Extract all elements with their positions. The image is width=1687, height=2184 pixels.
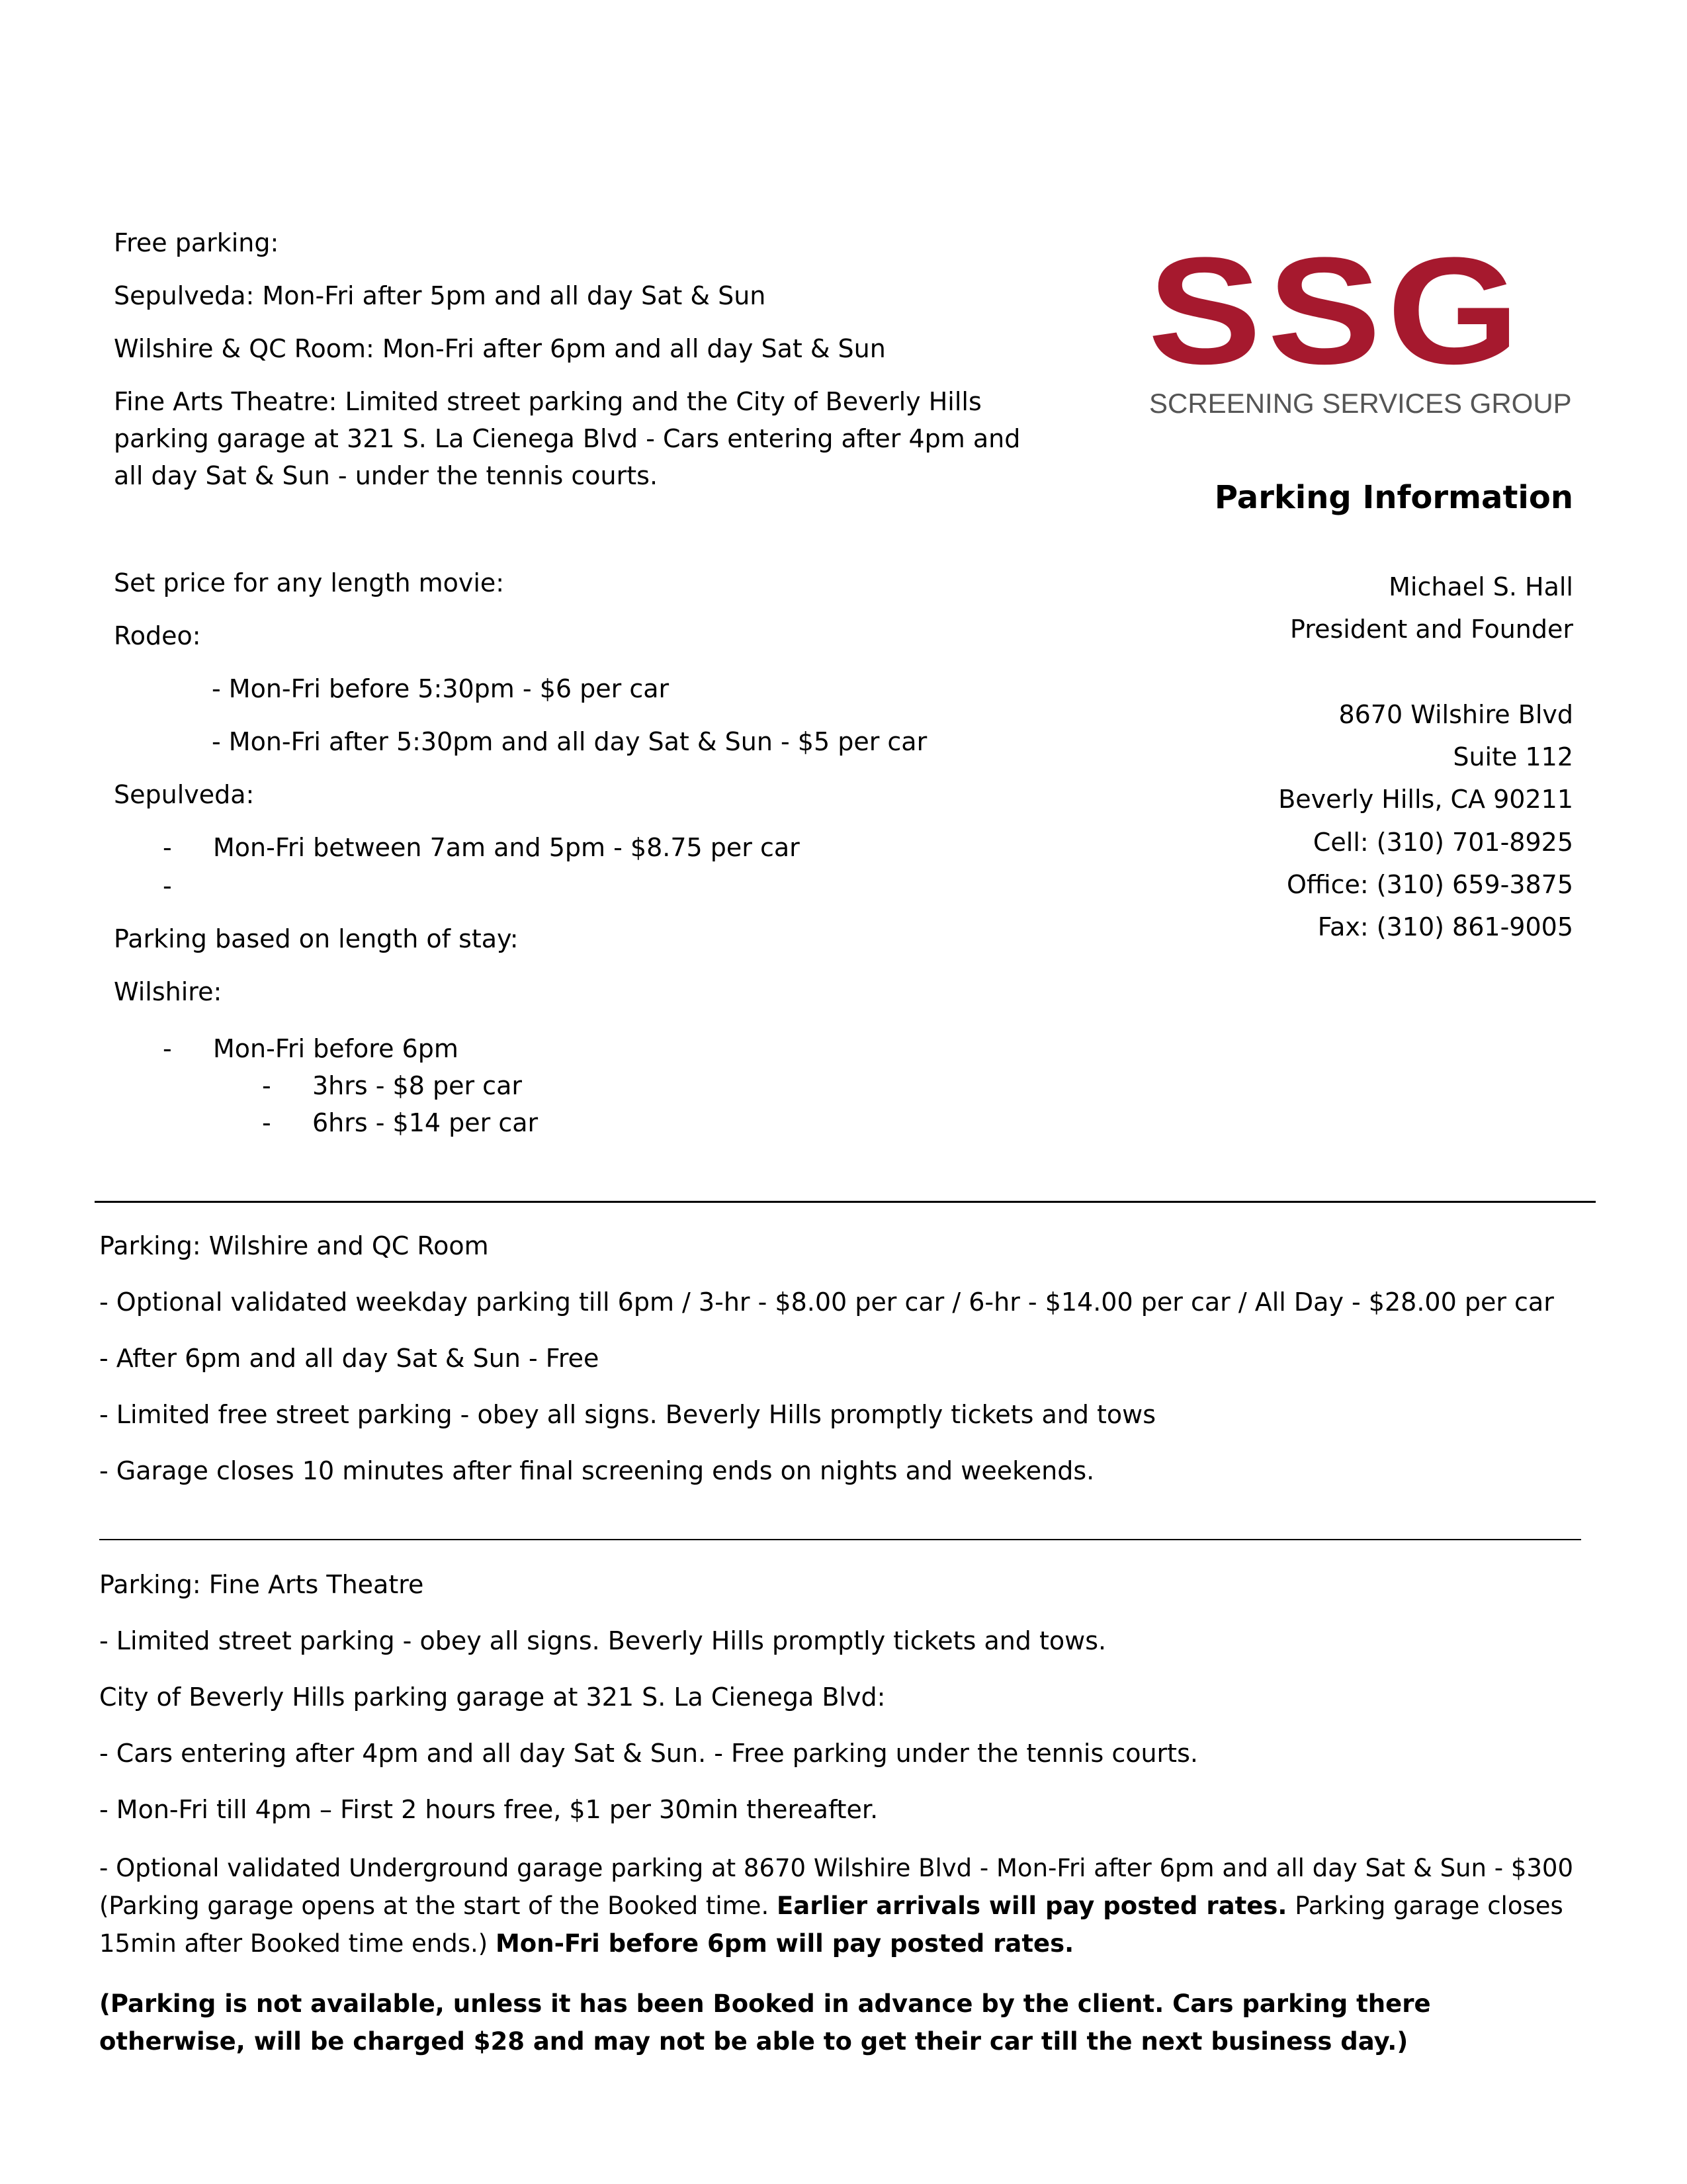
fine-arts-line4: - Mon-Fri till 4pm – First 2 hours free, $1 per 30min thereafter. bbox=[99, 1795, 879, 1824]
contact-name: Michael S. Hall bbox=[1389, 572, 1573, 601]
section-divider bbox=[99, 1539, 1581, 1540]
section-divider bbox=[95, 1201, 1596, 1203]
sepulveda-label: Sepulveda: bbox=[114, 780, 255, 809]
fine-arts-line2: City of Beverly Hills parking garage at 321 S. La Cienega Blvd: bbox=[99, 1682, 886, 1712]
set-price-heading: Set price for any length movie: bbox=[114, 568, 505, 597]
wilshire-section-line4: - Garage closes 10 minutes after final screening ends on nights and weekends. bbox=[99, 1456, 1095, 1485]
rodeo-item-2: - Mon-Fri after 5:30pm and all day Sat & Sun - $5 per car bbox=[212, 727, 928, 756]
contact-address1: 8670 Wilshire Blvd bbox=[1338, 700, 1573, 729]
bullet-dash: - bbox=[262, 1108, 271, 1137]
free-fine-arts-line1: Fine Arts Theatre: Limited street parking and the City of Beverly Hills bbox=[114, 387, 982, 416]
free-wilshire: Wilshire & QC Room: Mon-Fri after 6pm and all day Sat & Sun bbox=[114, 334, 886, 363]
contact-fax: Fax: (310) 861-9005 bbox=[1317, 912, 1573, 941]
page-title: Parking Information bbox=[1214, 479, 1573, 516]
wilshire-section-line3: - Limited free street parking - obey all signs. Beverly Hills promptly tickets and tows bbox=[99, 1400, 1156, 1429]
contact-address2: Suite 112 bbox=[1453, 742, 1573, 771]
garage-text-d: Mon-Fri before 6pm will pay posted rates. bbox=[495, 1929, 1074, 1958]
wilshire-section-heading: Parking: Wilshire and QC Room bbox=[99, 1231, 489, 1260]
bullet-dash: - bbox=[262, 1071, 271, 1100]
sepulveda-item-1: Mon-Fri between 7am and 5pm - $8.75 per car bbox=[213, 833, 800, 862]
garage-text-a: - Optional validated Underground garage parking at 8670 Wilshire Blvd - Mon-Fri after 6pm and all day Sat & Sun - $300 (Parking garage opens at the start of the Booked time. bbox=[99, 1854, 1573, 1920]
free-parking-heading: Free parking: bbox=[114, 228, 279, 257]
logo-mark: SSG bbox=[1148, 226, 1526, 396]
contact-cell: Cell: (310) 701-8925 bbox=[1313, 828, 1573, 857]
wilshire-section-line1: - Optional validated weekday parking till 6pm / 3-hr - $8.00 per car / 6-hr - $14.00 per car / All Day - $28.00 per car bbox=[99, 1288, 1554, 1317]
fine-arts-line3: - Cars entering after 4pm and all day Sat & Sun. - Free parking under the tennis courts. bbox=[99, 1739, 1198, 1768]
contact-role: President and Founder bbox=[1290, 615, 1573, 644]
contact-city: Beverly Hills, CA 90211 bbox=[1278, 785, 1573, 814]
ssg-logo bbox=[1148, 226, 1578, 423]
rodeo-label: Rodeo: bbox=[114, 621, 201, 650]
free-sepulveda: Sepulveda: Mon-Fri after 5pm and all day Sat & Sun bbox=[114, 281, 766, 310]
rodeo-item-1: - Mon-Fri before 5:30pm - $6 per car bbox=[212, 674, 670, 703]
bullet-dash: - bbox=[163, 1034, 172, 1063]
garage-text-c: Parking garage closes 15min after Booked time ends.) bbox=[99, 1892, 1563, 1958]
contact-office: Office: (310) 659-3875 bbox=[1286, 870, 1573, 899]
wilshire-item-1b: 6hrs - $14 per car bbox=[312, 1108, 539, 1137]
bullet-dash: - bbox=[163, 833, 172, 862]
booking-notice: (Parking is not available, unless it has been Booked in advance by the client. Cars parking there otherwise, will be charged $28 and may not be able to get their car till the next business day.) bbox=[99, 1989, 1431, 2056]
wilshire-item-1: Mon-Fri before 6pm bbox=[213, 1034, 458, 1063]
logo-subtitle: SCREENING SERVICES GROUP bbox=[1149, 388, 1572, 419]
underground-garage-paragraph bbox=[99, 1849, 1594, 1962]
fine-arts-line1: - Limited street parking - obey all signs. Beverly Hills promptly tickets and tows. bbox=[99, 1626, 1107, 1655]
length-heading: Parking based on length of stay: bbox=[114, 924, 519, 953]
fine-arts-heading: Parking: Fine Arts Theatre bbox=[99, 1570, 424, 1599]
bullet-dash: - bbox=[163, 871, 172, 900]
garage-text-b: Earlier arrivals will pay posted rates. bbox=[776, 1892, 1287, 1920]
free-fine-arts-line3: all day Sat & Sun - under the tennis courts. bbox=[114, 461, 658, 490]
free-fine-arts-line2: parking garage at 321 S. La Cienega Blvd - Cars entering after 4pm and bbox=[114, 424, 1021, 453]
wilshire-item-1a: 3hrs - $8 per car bbox=[312, 1071, 522, 1100]
wilshire-label: Wilshire: bbox=[114, 977, 222, 1006]
wilshire-section-line2: - After 6pm and all day Sat & Sun - Free bbox=[99, 1344, 599, 1373]
